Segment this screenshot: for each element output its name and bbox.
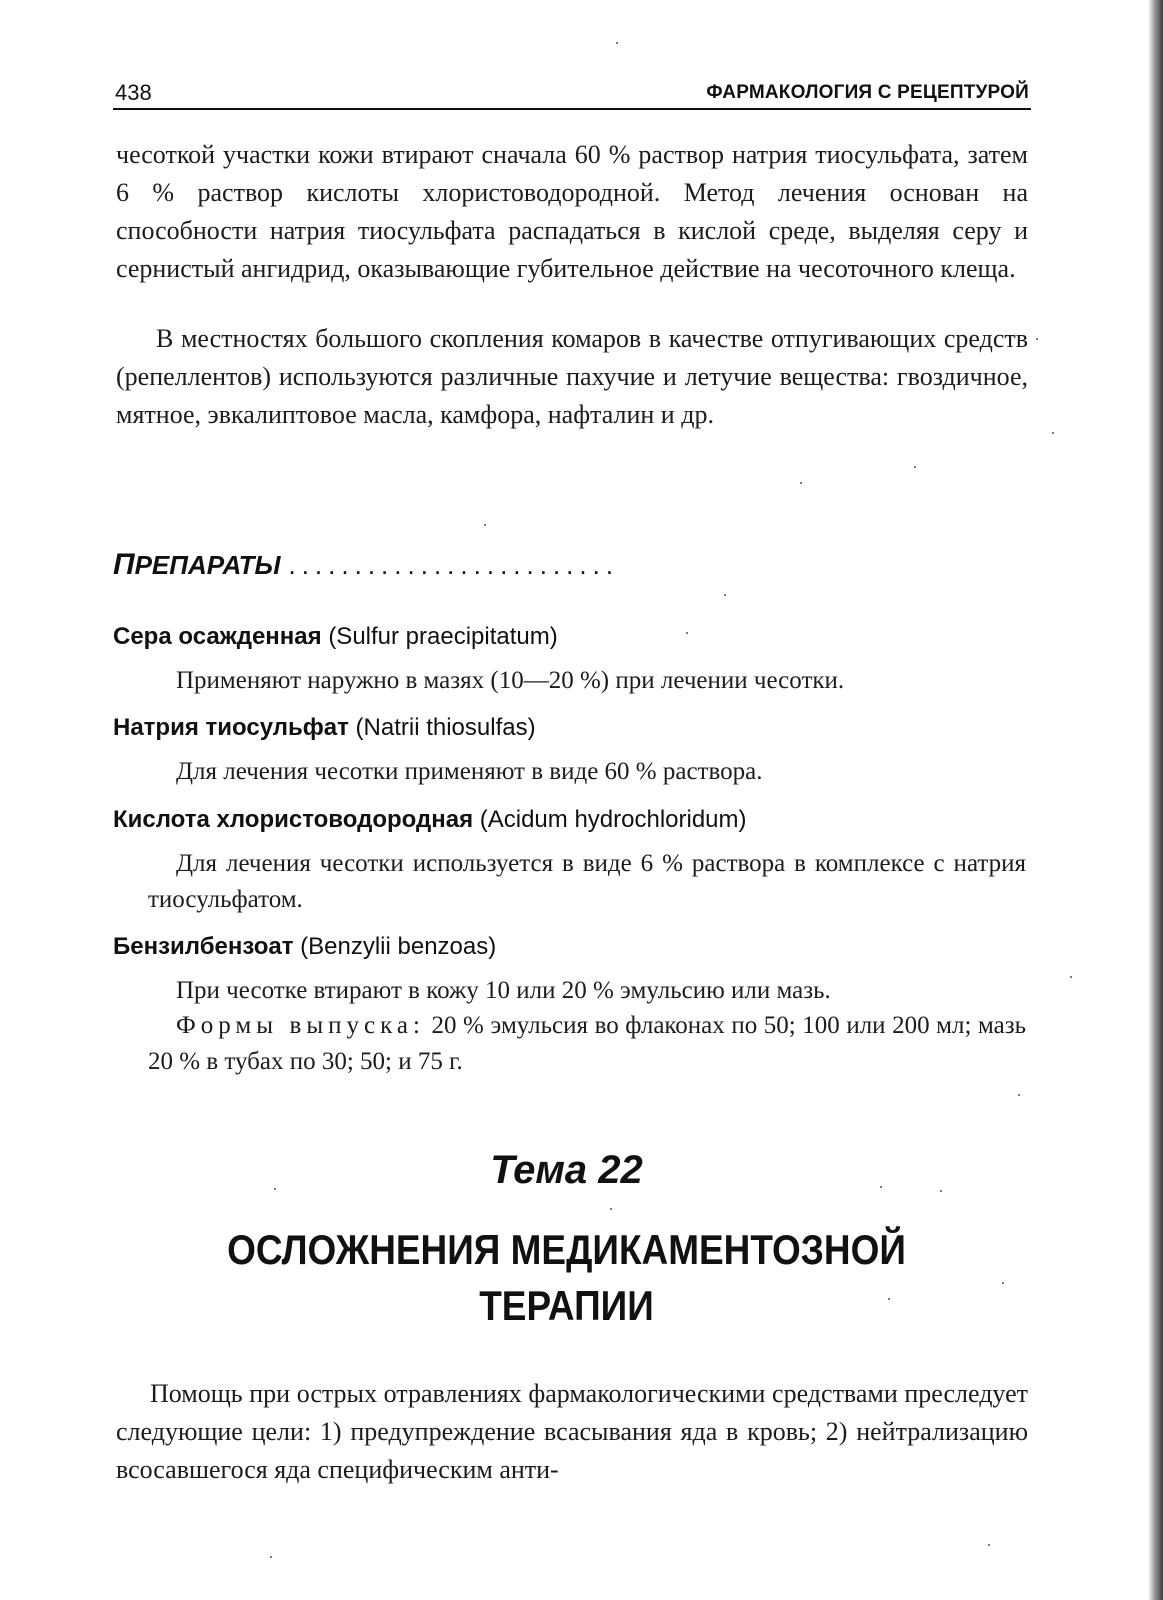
drug-name <box>113 714 536 742</box>
drug-name-latin: (Acidum hydrochloridum) <box>479 806 747 833</box>
intro-paragraph: Помощь при острых отравлениях фармакологическими средствами преследует следующие цели: 1) предупреждение всасывания яда в кровь; 2) нейтрализацию всосавшегося яда специфическим анти- <box>116 1379 1028 1484</box>
theme-number: Тема 22 <box>490 1148 643 1192</box>
drug-name-latin: (Benzylii benzoas) <box>300 933 497 960</box>
drug-name-ru: Натрия тиосульфат <box>113 714 349 741</box>
drug-name-ru: Бензилбензоат <box>113 933 294 960</box>
drug-description: Для лечения чесотки применяют в виде 60 % раствора. <box>176 758 763 785</box>
release-forms <box>148 1008 1026 1080</box>
scan-speck <box>1052 432 1054 434</box>
scan-speck <box>484 524 486 526</box>
page-edge-shadow <box>1149 0 1163 1600</box>
drug-name <box>113 806 747 834</box>
scan-speck <box>800 482 802 484</box>
page-header <box>113 78 1031 110</box>
drug-description: Для лечения чесотки используется в виде 6 % раствора в комплексе с натрия тиосульфатом. <box>148 850 1026 913</box>
drug-name-ru: Кислота хлористоводородная <box>113 806 474 833</box>
scan-speck <box>988 1544 990 1546</box>
dot-leader: ......................... <box>288 550 620 580</box>
running-title: ФАРМАКОЛОГИЯ С РЕЦЕПТУРОЙ <box>706 82 1029 103</box>
body-paragraph-2: В местностях большого скопления комаров в качестве отпугивающих средств (репеллентов) используются различные пахучие и летучие вещества: гвоздичное, мятное, эвкалиптовое масла, камфора, нафталин и др. <box>116 324 1028 429</box>
section-title-initial: П <box>113 548 135 581</box>
scan-speck <box>914 466 916 468</box>
scan-speck <box>686 632 688 634</box>
drug-description: При чесотке втирают в кожу 10 или 20 % эмульсию или мазь. <box>176 977 831 1004</box>
section-title-rest: РЕПАРАТЫ <box>134 550 281 580</box>
scan-speck <box>1070 976 1072 978</box>
page-number: 438 <box>115 80 152 105</box>
scan-speck <box>270 1556 272 1558</box>
section-title <box>113 550 280 580</box>
release-forms-text: 20 % эмульсия во флаконах по 50; 100 или 200 мл; мазь 20 % в тубах по 30; 50; и 75 г. <box>148 1012 1026 1075</box>
scan-speck <box>1018 1094 1020 1096</box>
section-heading <box>113 548 1031 588</box>
drug-name <box>113 933 496 961</box>
chapter-title <box>68 1222 1065 1334</box>
scan-speck <box>724 594 726 596</box>
drug-description: Применяют наружно в мазях (10—20 %) при лечении чесотки. <box>176 667 845 694</box>
scan-speck <box>616 42 618 44</box>
drug-name-latin: (Sulfur praecipitatum) <box>328 623 558 650</box>
chapter-title-line-1: ОСЛОЖНЕНИЯ МЕДИКАМЕНТОЗНОЙ <box>227 1226 906 1273</box>
drug-name-ru: Сера осажденная <box>113 623 322 650</box>
release-forms-label: Формы выпуска: <box>176 1012 425 1039</box>
drug-name-latin: (Natrii thiosulfas) <box>355 714 536 741</box>
scan-speck <box>1036 338 1038 340</box>
body-paragraph-1: чесоткой участки кожи втирают сначала 60 % раствор натрия тиосульфата, затем 6 % раствор кислоты хлористоводородной. Метод лечения основан на способности натрия тиосульфата распадаться в кислой среде, выделяя серу и сернистый ангидрид, оказывающие губительное действие на чесоточного клеща. <box>116 140 1028 283</box>
scan-speck <box>610 1208 612 1210</box>
drug-name <box>113 623 558 651</box>
chapter-title-line-2: ТЕРАПИИ <box>479 1282 654 1329</box>
